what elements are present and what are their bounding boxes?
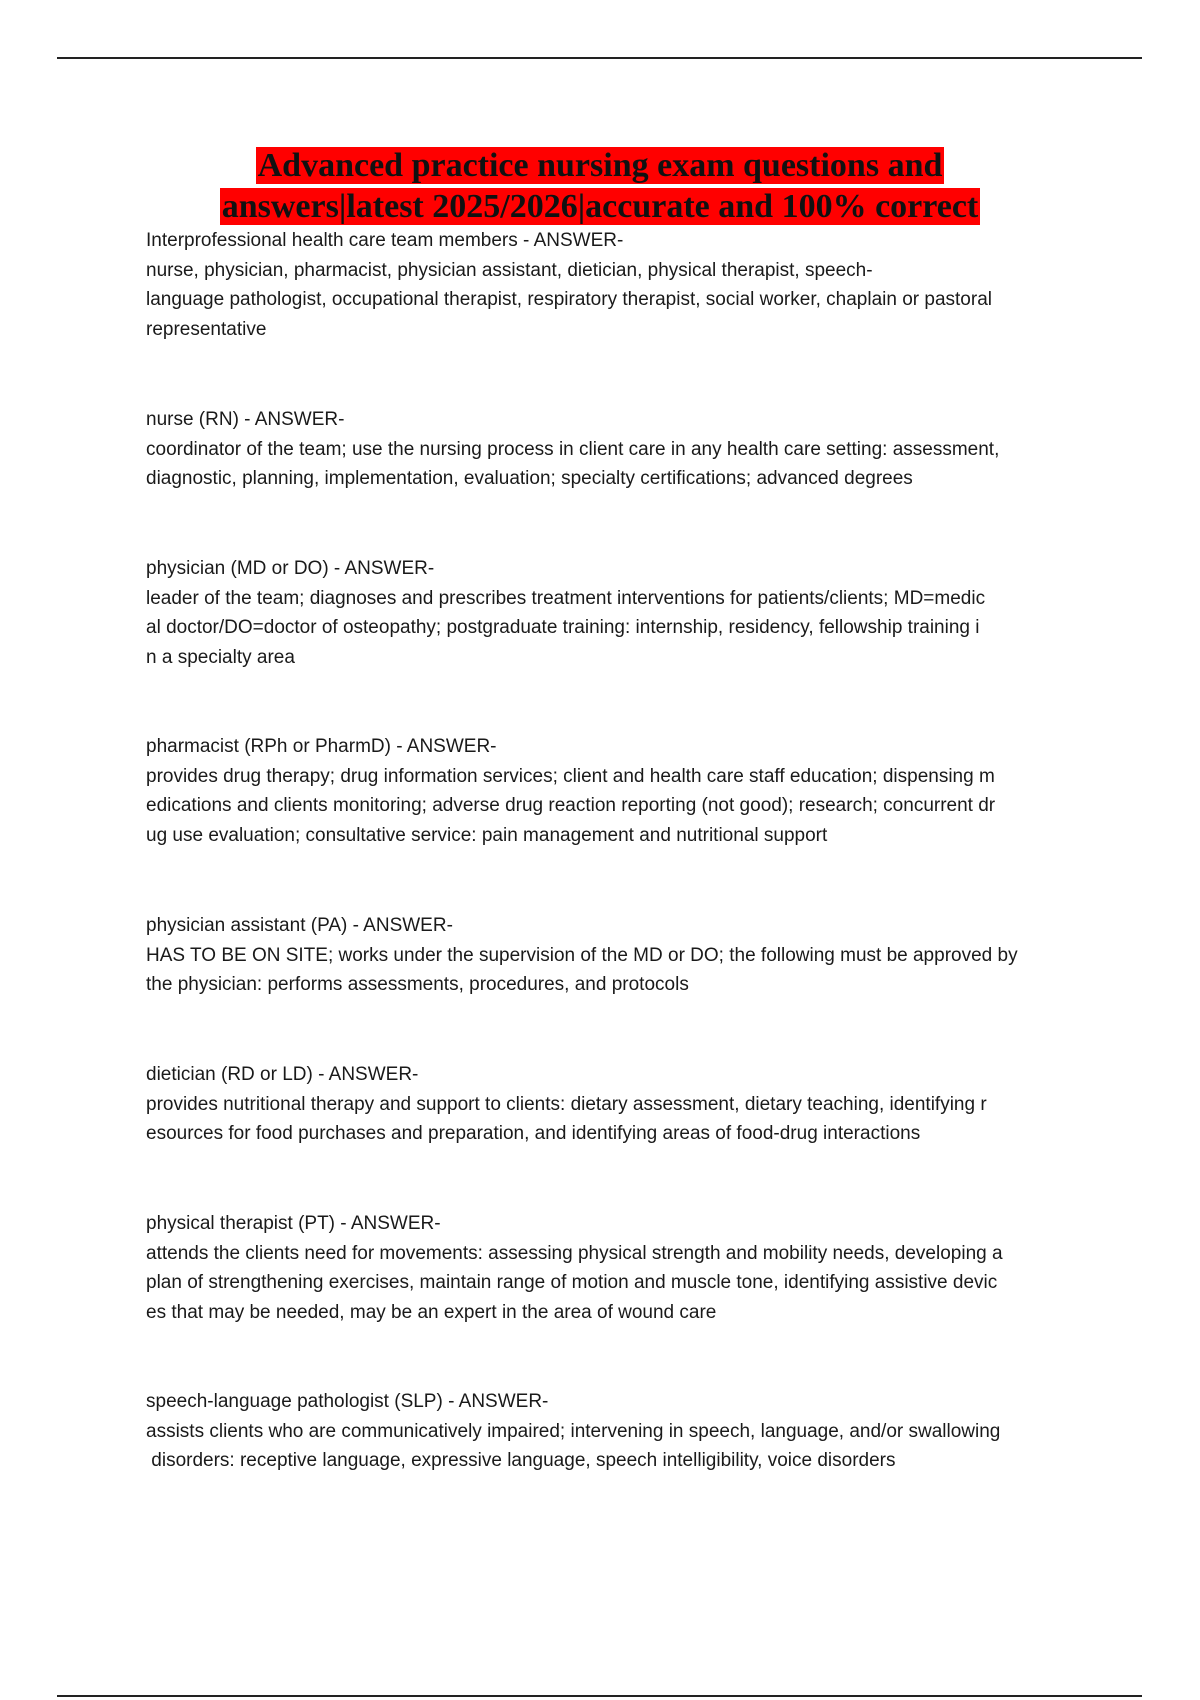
entry-term: nurse (RN) - ANSWER- (146, 409, 345, 430)
entry-answer: HAS TO BE ON SITE; works under the supervision of the MD or DO; the following must be approved by the physician: performs assessments, procedures, and protocols (146, 944, 1018, 995)
entry-term: physical therapist (PT) - ANSWER- (146, 1213, 441, 1234)
top-rule (57, 57, 1142, 59)
entry-answer: leader of the team; diagnoses and prescribes treatment interventions for patients/clients; MD=medic al doctor/DO=doctor of osteopathy; postgraduate training: internship, residency, fellowship training i n a specialty area (146, 587, 986, 668)
entry-answer: coordinator of the team; use the nursing process in client care in any health care setting: assessment, diagnostic, planning, implementation, evaluation; specialty certifications; advanced degrees (146, 438, 1000, 489)
entry-term: physician (MD or DO) - ANSWER- (146, 558, 435, 579)
qa-entry-physician (146, 554, 1066, 672)
entry-term: speech-language pathologist (SLP) - ANSWER- (146, 1391, 549, 1412)
entry-answer: attends the clients need for movements: assessing physical strength and mobility needs, developing a plan of strengthening exercises, maintain range of motion and muscle tone, identifying assistive devic es that may be needed, may be an expert in the area of wound care (146, 1242, 1003, 1323)
entry-term: dietician (RD or LD) - ANSWER- (146, 1064, 419, 1085)
entry-answer: provides drug therapy; drug information services; client and health care staff education; dispensing m edications and clients monitoring; adverse drug reaction reporting (not good); research; concurrent dr ug use evaluation; consultative service: pain management and nutritional support (146, 765, 996, 846)
title-line-2: answers|latest 2025/2026|accurate and 100% correct (221, 188, 979, 225)
qa-entry-interprofessional-team (146, 226, 1066, 344)
qa-entry-nurse (146, 405, 1066, 494)
title-line-1: Advanced practice nursing exam questions and (257, 147, 943, 184)
entry-answer: provides nutritional therapy and support to clients: dietary assessment, dietary teaching, identifying r esources for food purchases and preparation, and identifying areas of food-drug interactions (146, 1093, 987, 1144)
qa-entry-dietician (146, 1060, 1066, 1149)
entry-answer: assists clients who are communicatively impaired; intervening in speech, language, and/or swallowing disorders: receptive language, expressive language, speech intelligibility, voice disorders (146, 1420, 1001, 1471)
qa-entry-pharmacist (146, 732, 1066, 850)
entry-answer: nurse, physician, pharmacist, physician assistant, dietician, physical therapist, speech- language pathologist, occupational therapist, respiratory therapist, social worker, chaplain or pastoral representative (146, 259, 992, 340)
document-title (120, 145, 1080, 227)
entry-term: pharmacist (RPh or PharmD) - ANSWER- (146, 736, 497, 757)
entry-term: Interprofessional health care team members - ANSWER- (146, 230, 624, 251)
qa-entry-physician-assistant (146, 911, 1066, 1000)
qa-entry-speech-language-pathologist (146, 1387, 1066, 1476)
qa-entry-physical-therapist (146, 1209, 1066, 1327)
bottom-rule (57, 1695, 1142, 1697)
entry-term: physician assistant (PA) - ANSWER- (146, 915, 453, 936)
